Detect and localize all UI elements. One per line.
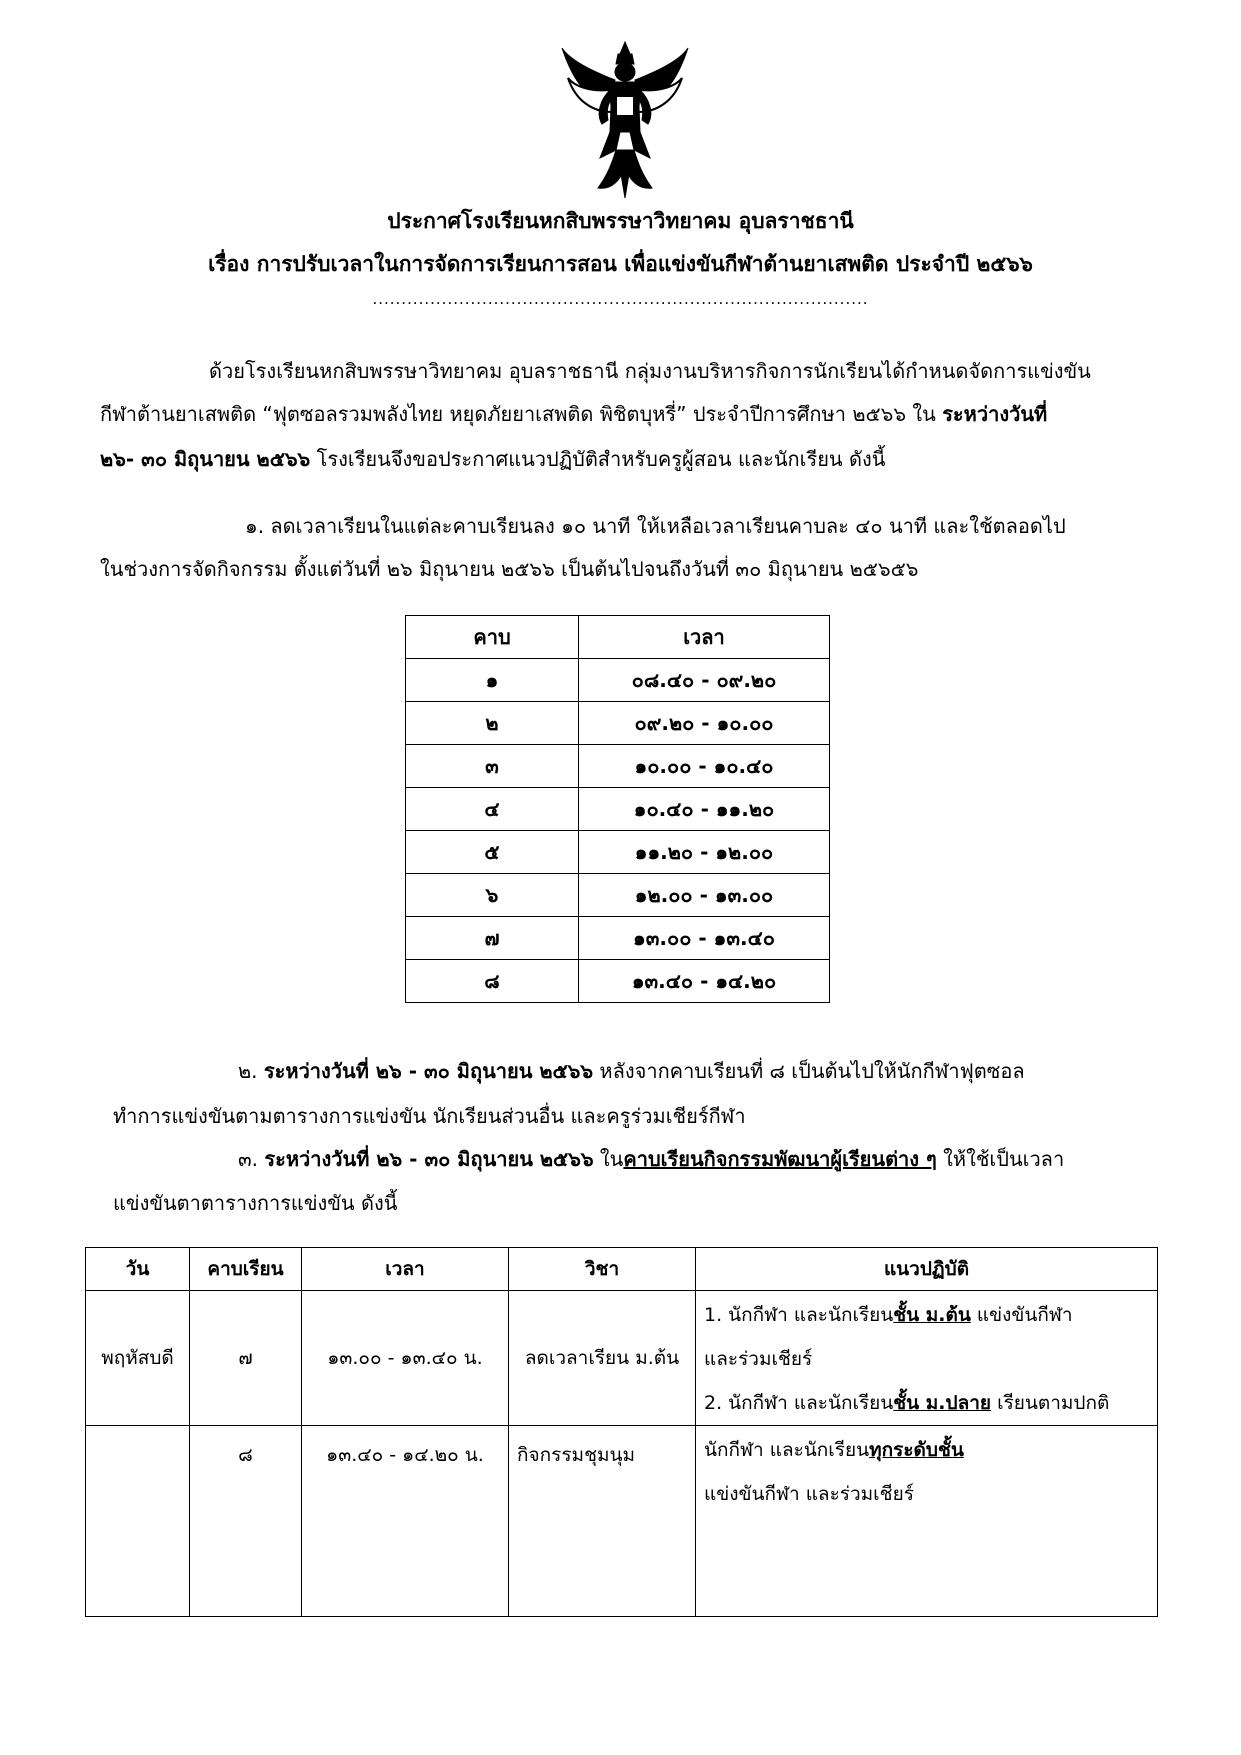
header-period: คาบ xyxy=(406,616,579,659)
item3-line-1: ๓. ระหว่างวันที่ ๒๖ - ๓๐ มิถุนายน ๒๕๖๖ ในคาบเรียนกิจกรรมพัฒนาผู้เรียนต่าง ๆ ให้ใช้เป็นเวลา xyxy=(238,1147,1065,1171)
period-cell: ๘ xyxy=(406,960,579,1003)
item1-line-2: ในช่วงการจัดกิจกรรม ตั้งแต่วันที่ ๒๖ มิถุนายน ๒๕๖๖ เป็นต้นไปจนถึงวันที่ ๓๐ มิถุนายน ๒๕๖๕๖ xyxy=(100,557,919,581)
table-row xyxy=(406,874,830,917)
table-row xyxy=(406,831,830,874)
intro-line-2: กีฬาต้านยาเสพติด “ฟุตซอลรวมพลังไทย หยุดภัยยาเสพติด พิชิตบุหรี่” ประจำปีการศึกษา ๒๕๖๖ ใน ระหว่างวันที่ xyxy=(100,402,1048,426)
table-row xyxy=(406,788,830,831)
time-cell: ๑๐.๔๐ - ๑๑.๒๐ xyxy=(579,788,830,831)
header-guideline: แนวปฏิบัติ xyxy=(696,1248,1158,1291)
guideline-line: แข่งขันกีฬา และร่วมเชียร์ xyxy=(704,1483,914,1505)
period-cell: ๕ xyxy=(406,831,579,874)
day-cell xyxy=(86,1426,190,1617)
competition-schedule-table xyxy=(85,1247,1158,1617)
item3-line-2: แข่งขันตาตารางการแข่งขัน ดังนี้ xyxy=(113,1191,398,1215)
day-cell: พฤหัสบดี xyxy=(86,1291,190,1426)
table-row xyxy=(406,960,830,1003)
period-time-table xyxy=(405,615,830,1003)
time-cell: ๑๐.๐๐ - ๑๐.๔๐ xyxy=(579,745,830,788)
guideline-line: และร่วมเชียร์ xyxy=(704,1348,813,1370)
time-cell: ๑๓.๐๐ - ๑๓.๔๐ น. xyxy=(302,1291,509,1426)
table-row xyxy=(406,702,830,745)
time-cell: ๑๓.๐๐ - ๑๓.๔๐ xyxy=(579,917,830,960)
guideline-cell xyxy=(696,1426,1158,1617)
subject-cell: กิจกรรมชุมนุม xyxy=(509,1426,696,1617)
header-time: เวลา xyxy=(302,1248,509,1291)
table-row xyxy=(406,745,830,788)
subject-cell: ลดเวลาเรียน ม.ต้น xyxy=(509,1291,696,1426)
period-cell: ๔ xyxy=(406,788,579,831)
time-cell: ๐๙.๒๐ - ๑๐.๐๐ xyxy=(579,702,830,745)
item2-line-2: ทำการแข่งขันตามตารางการแข่งขัน นักเรียนส่วนอื่น และครูร่วมเชียร์กีฬา xyxy=(113,1104,746,1128)
guideline-line: 2. นักกีฬา และนักเรียนชั้น ม.ปลาย เรียนตามปกติ xyxy=(704,1392,1110,1414)
table-row xyxy=(86,1426,1158,1617)
intro-line-1: ด้วยโรงเรียนหกสิบพรรษาวิทยาคม อุบลราชธานี กลุ่มงานบริหารกิจการนักเรียนได้กำหนดจัดการแข่งขัน xyxy=(209,359,1091,383)
time-cell: ๐๘.๔๐ - ๐๙.๒๐ xyxy=(579,659,830,702)
table-row xyxy=(406,917,830,960)
header-time: เวลา xyxy=(579,616,830,659)
item2-line-1: ๒. ระหว่างวันที่ ๒๖ - ๓๐ มิถุนายน ๒๕๖๖ หลังจากคาบเรียนที่ ๘ เป็นต้นไปให้นักกีฬาฟุตซอล xyxy=(238,1059,1025,1083)
period-cell: ๓ xyxy=(406,745,579,788)
guideline-line: 1. นักกีฬา และนักเรียนชั้น ม.ต้น แข่งขันกีฬา xyxy=(704,1304,1073,1326)
time-cell: ๑๒.๐๐ - ๑๓.๐๐ xyxy=(579,874,830,917)
announcement-subject: เรื่อง การปรับเวลาในการจัดการเรียนการสอน เพื่อแข่งขันกีฬาต้านยาเสพติด ประจำปี ๒๕๖๖ xyxy=(208,252,1033,276)
table-row xyxy=(406,659,830,702)
table-header-row xyxy=(86,1248,1158,1291)
time-cell: ๑๓.๔๐ - ๑๔.๒๐ xyxy=(579,960,830,1003)
garuda-emblem xyxy=(560,40,690,200)
title-separator: ...................................................................................... xyxy=(372,290,869,308)
announcement-title: ประกาศโรงเรียนหกสิบพรรษาวิทยาคม อุบลราชธานี xyxy=(387,209,854,233)
time-cell: ๑๑.๒๐ - ๑๒.๐๐ xyxy=(579,831,830,874)
table-header-row xyxy=(406,616,830,659)
period-cell: ๒ xyxy=(406,702,579,745)
guideline-cell xyxy=(696,1291,1158,1426)
period-cell: ๖ xyxy=(406,874,579,917)
time-cell: ๑๓.๔๐ - ๑๔.๒๐ น. xyxy=(302,1426,509,1617)
period-cell: ๘ xyxy=(190,1426,302,1617)
header-period: คาบเรียน xyxy=(190,1248,302,1291)
period-cell: ๑ xyxy=(406,659,579,702)
item1-line-1: ๑. ลดเวลาเรียนในแต่ละคาบเรียนลง ๑๐ นาที ให้เหลือเวลาเรียนคาบละ ๔๐ นาที และใช้ตลอดไป xyxy=(245,514,1066,538)
intro-line-3: ๒๖- ๓๐ มิถุนายน ๒๕๖๖ โรงเรียนจึงขอประกาศแนวปฏิบัติสำหรับครูผู้สอน และนักเรียน ดังนี้ xyxy=(100,447,886,471)
period-cell: ๗ xyxy=(406,917,579,960)
table-row xyxy=(86,1291,1158,1426)
guideline-line: นักกีฬา และนักเรียนทุกระดับชั้น xyxy=(704,1439,964,1461)
header-day: วัน xyxy=(86,1248,190,1291)
period-cell: ๗ xyxy=(190,1291,302,1426)
header-subject: วิชา xyxy=(509,1248,696,1291)
